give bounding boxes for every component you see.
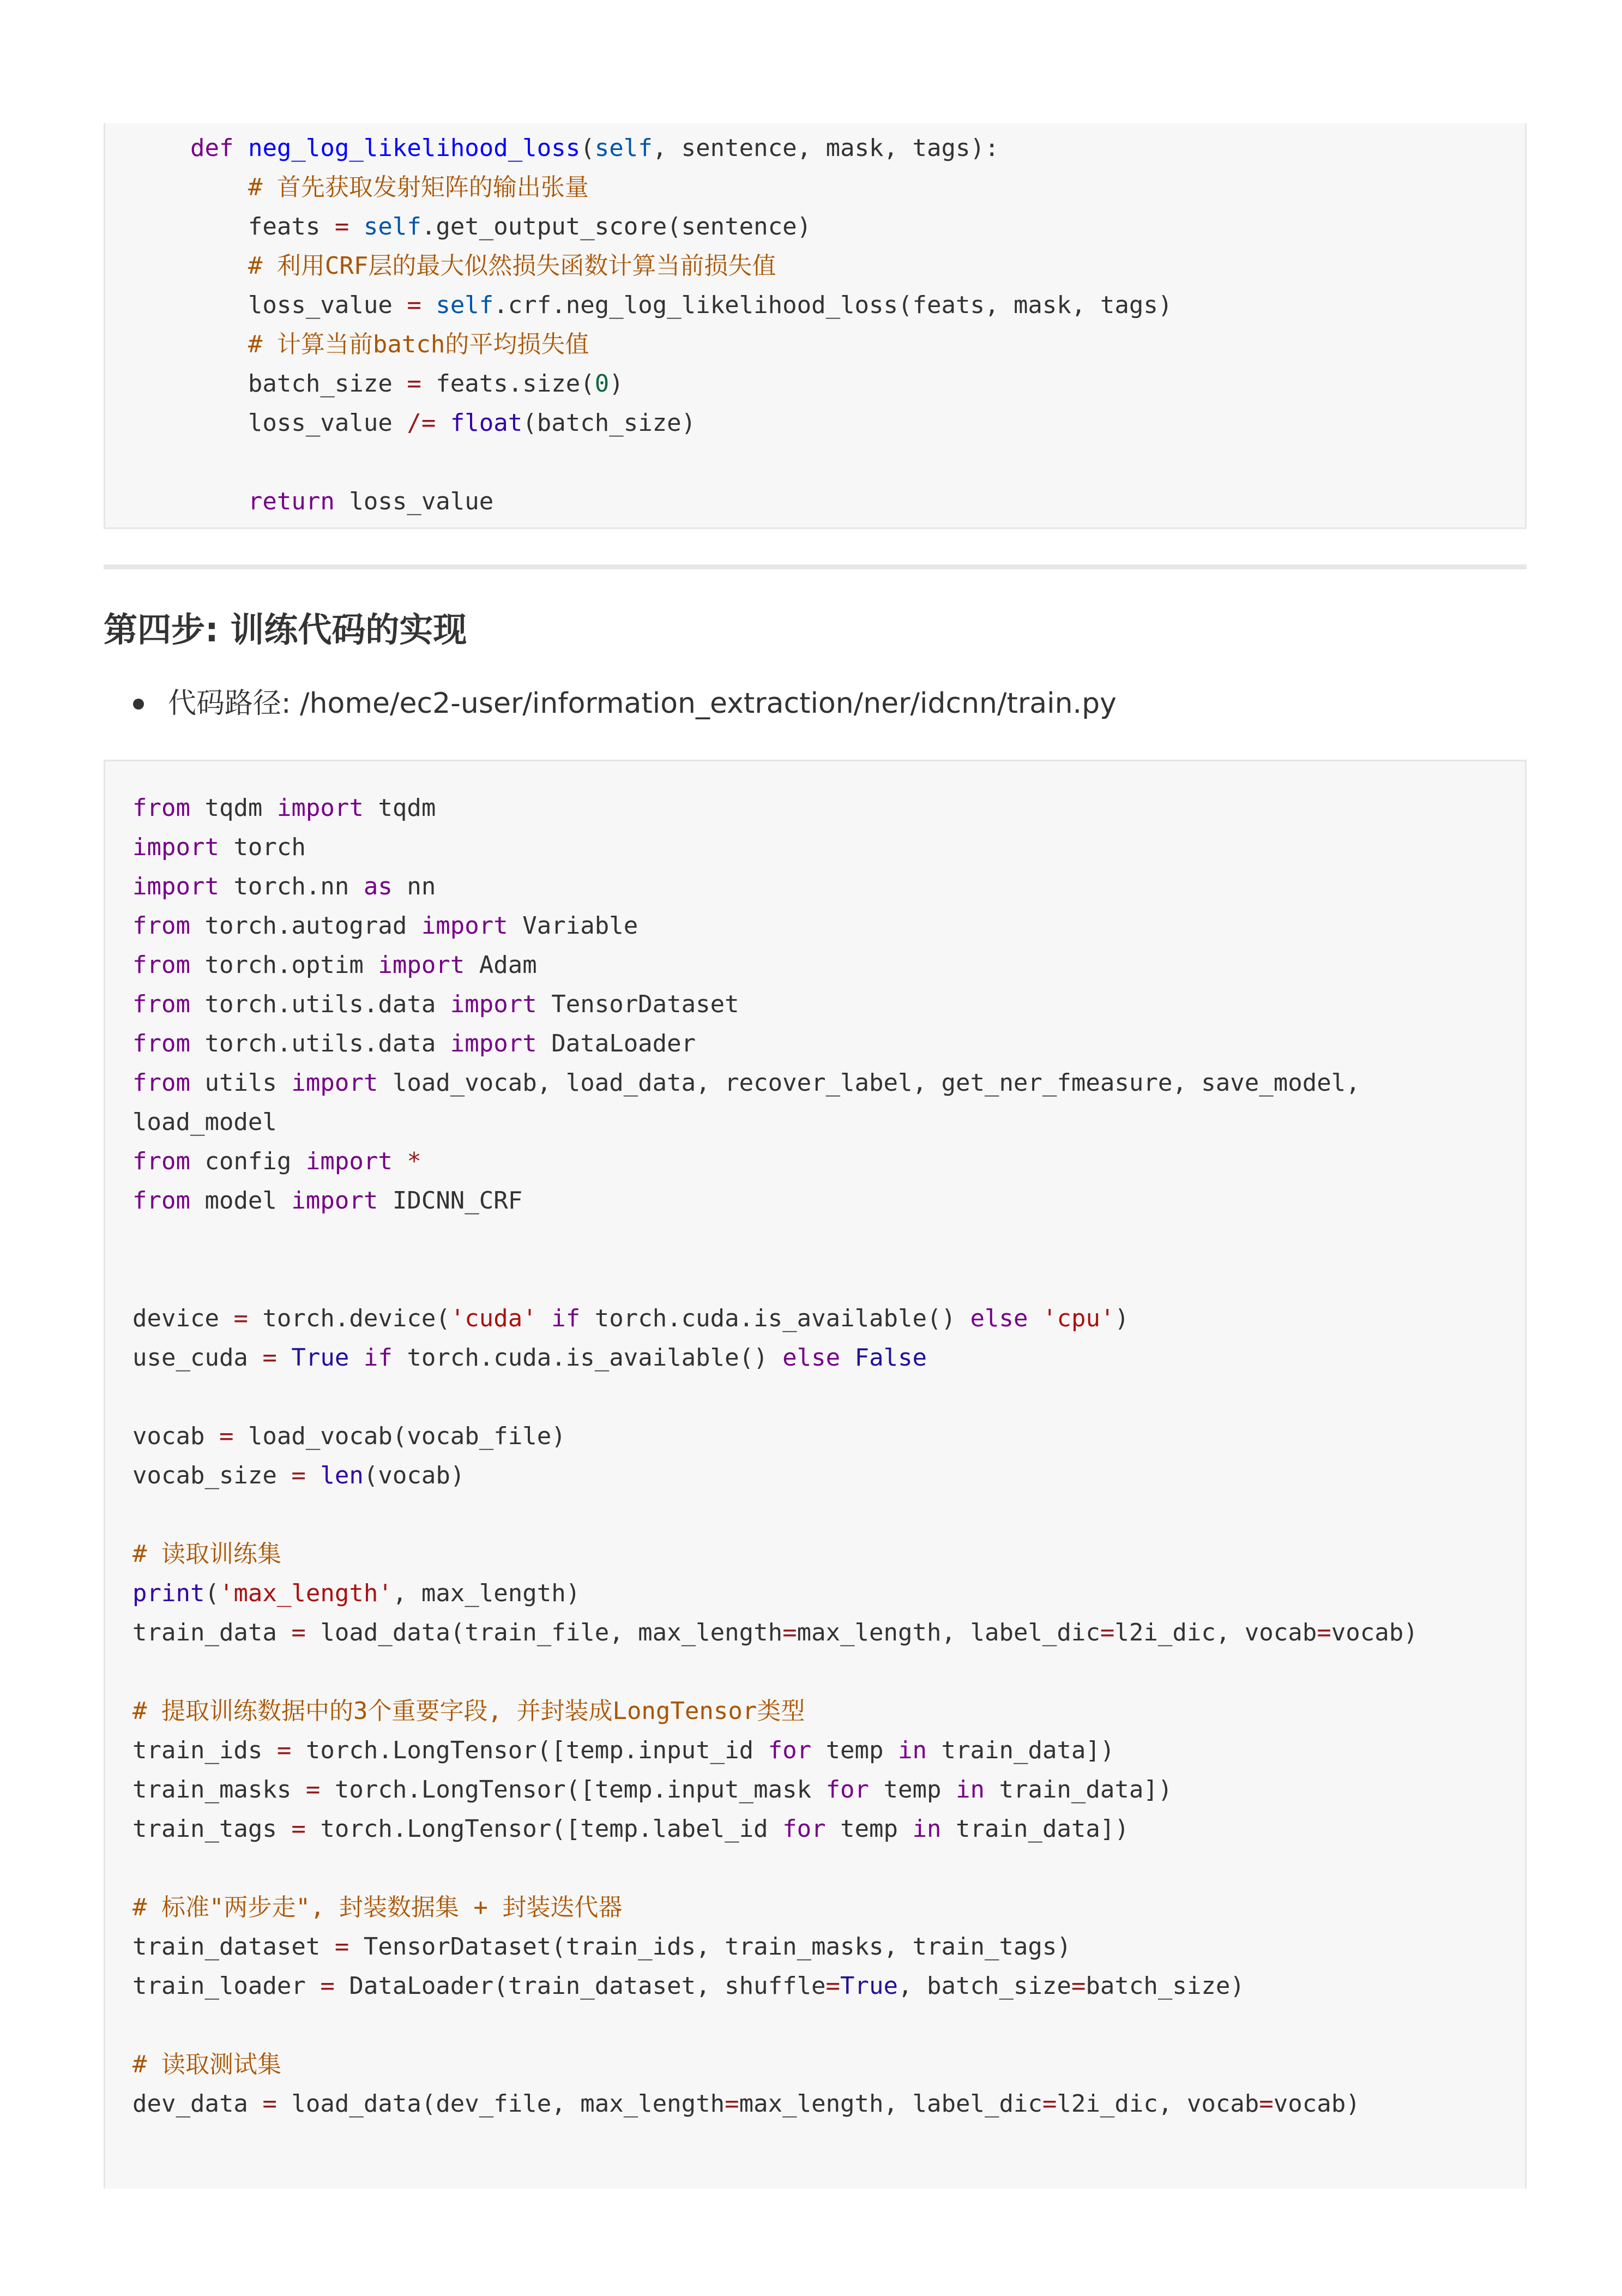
code-token: =: [1100, 1619, 1115, 1646]
code-token: in: [956, 1776, 985, 1804]
code-token: train_data]): [941, 1815, 1129, 1843]
code-token: self: [363, 213, 421, 241]
code-token: len: [320, 1462, 364, 1489]
code-line: [132, 207, 1525, 247]
code-token: [132, 488, 248, 515]
code-token: =: [407, 291, 421, 319]
code-token: (batch_size): [522, 409, 696, 437]
code-token: =: [291, 1619, 306, 1646]
code-token: l2i_dic, vocab: [1114, 1619, 1317, 1646]
code-line: [132, 1338, 1525, 1378]
code-token: =: [276, 1736, 292, 1764]
code-token: [393, 1147, 407, 1175]
code-token: train_dataset: [132, 1933, 335, 1961]
code-token: /=: [407, 409, 436, 437]
code-line: [132, 168, 1525, 207]
code-token: from: [132, 951, 190, 979]
code-token: =: [782, 1619, 797, 1646]
code-line: [132, 1849, 1525, 1888]
code-token: load_vocab(vocab_file): [233, 1422, 566, 1450]
code-token: import: [450, 1030, 537, 1057]
code-token: 'max_length': [219, 1579, 393, 1607]
code-token: vocab): [1331, 1619, 1418, 1646]
code-token: [132, 134, 190, 162]
code-line: [132, 1221, 1525, 1260]
code-line: [132, 2084, 1525, 2124]
code-token: torch.optim: [190, 951, 378, 979]
code-token: torch.LongTensor([temp.input_id: [291, 1736, 768, 1764]
code-token: =: [262, 2090, 277, 2118]
code-token: from: [132, 912, 190, 940]
code-token: import: [450, 990, 537, 1018]
code-line: [132, 2045, 1525, 2084]
code-token: =: [233, 1305, 248, 1332]
code-token: True: [840, 1972, 899, 2000]
code-line: [132, 443, 1525, 482]
code-token: train_data: [132, 1619, 292, 1646]
code-token: train_masks: [132, 1776, 306, 1804]
code-token: torch: [219, 833, 306, 861]
code-line: [132, 1024, 1525, 1063]
code-lines: [132, 789, 1525, 2124]
code-line: [132, 1770, 1525, 1810]
code-path-item: 代码路径: /home/ec2-user/information_extraction/ner/idcnn/train.py: [168, 687, 1117, 720]
code-token: in: [912, 1815, 942, 1843]
code-token: import: [378, 951, 465, 979]
code-token: =: [305, 1776, 321, 1804]
code-line: [132, 985, 1525, 1024]
code-token: *: [407, 1147, 421, 1175]
code-token: IDCNN_CRF: [378, 1187, 523, 1215]
code-token: .crf.neg_log_likelihood_loss(feats, mask, tags): [493, 291, 1173, 319]
code-line: [132, 1378, 1525, 1417]
code-token: 0: [594, 370, 610, 398]
code-line: [132, 1927, 1525, 1967]
code-token: =: [1317, 1619, 1331, 1646]
code-line: [132, 1181, 1525, 1221]
code-token: vocab: [132, 1422, 219, 1450]
code-line: [132, 828, 1525, 867]
code-line: [132, 2006, 1525, 2045]
code-line: [132, 364, 1525, 404]
code-token: for: [825, 1776, 870, 1804]
code-token: train_data]): [984, 1776, 1173, 1804]
code-token: torch.utils.data: [190, 1030, 450, 1057]
code-token: in: [898, 1736, 927, 1764]
section-heading: 第四步: 训练代码的实现: [104, 610, 467, 650]
code-token: utils: [190, 1069, 292, 1097]
code-token: torch.cuda.is_available(): [580, 1305, 970, 1332]
code-token: import: [132, 873, 219, 900]
code-token: ): [609, 370, 624, 398]
code-token: load_data(dev_file, max_length: [276, 2090, 725, 2118]
code-token: # 计算当前batch的平均损失值: [248, 330, 589, 358]
horizontal-divider: [104, 564, 1527, 569]
code-token: DataLoader: [536, 1030, 696, 1057]
code-token: import: [291, 1069, 378, 1097]
code-line: [132, 1299, 1525, 1338]
code-line: [132, 1652, 1525, 1692]
code-token: dev_data: [132, 2090, 263, 2118]
code-token: max_length, label_dic: [739, 2090, 1042, 2118]
code-token: =: [1071, 1972, 1086, 2000]
code-token: DataLoader(train_dataset, shuffle: [334, 1972, 826, 2000]
code-block-model-loss: [104, 123, 1527, 529]
code-token: train_tags: [132, 1815, 292, 1843]
code-token: neg_log_likelihood_loss: [248, 134, 581, 162]
code-token: if: [551, 1305, 581, 1332]
code-token: batch_size): [1086, 1972, 1245, 2000]
code-line: [132, 1103, 1525, 1142]
code-token: nn: [392, 873, 436, 900]
code-line: [132, 325, 1525, 364]
code-line: [132, 482, 1525, 521]
code-token: # 提取训练数据中的3个重要字段, 并封装成LongTensor类型: [132, 1697, 805, 1725]
code-line: [132, 286, 1525, 325]
code-token: config: [190, 1147, 306, 1175]
code-token: # 首先获取发射矩阵的输出张量: [248, 173, 589, 201]
code-token: torch.LongTensor([temp.input_mask: [320, 1776, 826, 1804]
code-token: from: [132, 1069, 190, 1097]
code-token: from: [132, 1147, 190, 1175]
code-token: [233, 134, 248, 162]
code-token: torch.LongTensor([temp.label_id: [305, 1815, 783, 1843]
code-token: train_data]): [927, 1736, 1115, 1764]
code-token: float: [450, 409, 523, 437]
code-token: temp: [811, 1736, 899, 1764]
code-token: =: [407, 370, 421, 398]
code-token: =: [320, 1972, 335, 2000]
code-token: for: [768, 1736, 812, 1764]
code-token: import: [421, 912, 508, 940]
code-token: for: [782, 1815, 826, 1843]
code-token: temp: [825, 1815, 913, 1843]
code-token: model: [190, 1187, 292, 1215]
code-token: max_length, label_dic: [797, 1619, 1100, 1646]
code-token: =: [1259, 2090, 1274, 2118]
code-token: if: [363, 1344, 393, 1372]
code-line: [132, 1967, 1525, 2006]
code-line: [132, 1692, 1525, 1731]
code-token: =: [262, 1344, 277, 1372]
code-token: TensorDataset: [536, 990, 739, 1018]
code-line: [132, 1888, 1525, 1927]
code-line: [132, 1810, 1525, 1849]
code-line: [132, 1495, 1525, 1535]
code-token: l2i_dic, vocab: [1057, 2090, 1259, 2118]
code-token: [349, 1344, 364, 1372]
code-token: use_cuda: [132, 1344, 263, 1372]
code-token: [277, 1344, 292, 1372]
code-token: from: [132, 1030, 190, 1057]
code-token: Variable: [508, 912, 638, 940]
code-token: # 利用CRF层的最大似然损失函数计算当前损失值: [248, 252, 776, 280]
code-token: TensorDataset(train_ids, train_masks, train_tags): [349, 1933, 1071, 1961]
code-token: else: [970, 1305, 1028, 1332]
code-token: [537, 1305, 552, 1332]
code-line: [132, 789, 1525, 828]
code-line: [132, 129, 1525, 168]
code-token: loss_value: [132, 409, 407, 437]
code-token: (: [204, 1579, 219, 1607]
code-token: =: [219, 1422, 234, 1450]
code-token: device: [132, 1305, 234, 1332]
code-token: [436, 409, 450, 437]
code-line: [132, 1574, 1525, 1613]
code-token: ): [1114, 1305, 1129, 1332]
code-token: print: [132, 1579, 205, 1607]
code-line: [132, 247, 1525, 286]
code-token: , max_length): [392, 1579, 581, 1607]
code-token: torch.nn: [219, 873, 364, 900]
code-token: load_data(train_file, max_length: [305, 1619, 783, 1646]
code-token: [306, 1462, 321, 1489]
code-token: True: [291, 1344, 349, 1372]
code-token: from: [132, 990, 190, 1018]
code-line: [132, 1731, 1525, 1770]
code-line: [132, 1142, 1525, 1181]
code-block-train: [104, 760, 1527, 2189]
code-token: , sentence, mask, tags):: [652, 134, 999, 162]
code-token: =: [334, 213, 349, 241]
code-token: =: [1042, 2090, 1057, 2118]
code-token: =: [291, 1462, 306, 1489]
code-lines: [132, 129, 1525, 521]
code-token: else: [782, 1344, 841, 1372]
code-token: def: [190, 134, 234, 162]
code-token: loss_value: [132, 291, 407, 319]
code-token: =: [725, 2090, 739, 2118]
code-token: [132, 252, 248, 280]
code-token: from: [132, 794, 190, 822]
code-token: =: [334, 1933, 349, 1961]
code-token: torch.device(: [248, 1305, 450, 1332]
code-line: [132, 867, 1525, 906]
code-token: batch_size: [132, 370, 407, 398]
code-token: # 读取测试集: [132, 2051, 281, 2078]
code-token: .get_output_score(sentence): [421, 213, 812, 241]
code-token: self: [594, 134, 653, 162]
code-token: 'cuda': [450, 1305, 537, 1332]
code-token: torch.utils.data: [190, 990, 450, 1018]
code-token: load_vocab, load_data, recover_label, get_ner_fmeasure, save_model,: [378, 1069, 1360, 1097]
code-token: 'cpu': [1042, 1305, 1115, 1332]
code-token: tqdm: [363, 794, 436, 822]
code-token: [421, 291, 436, 319]
code-token: , batch_size: [898, 1972, 1071, 2000]
code-token: import: [305, 1147, 393, 1175]
code-token: [840, 1344, 855, 1372]
code-line: [132, 1456, 1525, 1495]
code-token: vocab): [1273, 2090, 1360, 2118]
code-line: [132, 1417, 1525, 1456]
code-token: [1028, 1305, 1042, 1332]
code-token: return: [248, 488, 335, 515]
code-token: tqdm: [190, 794, 277, 822]
bullet-dot-icon: [133, 699, 144, 710]
code-token: as: [363, 873, 393, 900]
code-token: import: [291, 1187, 378, 1215]
code-token: load_model: [132, 1108, 277, 1136]
code-token: temp: [869, 1776, 956, 1804]
code-token: import: [276, 794, 364, 822]
code-token: [132, 173, 248, 201]
code-line: [132, 946, 1525, 985]
code-token: False: [854, 1344, 927, 1372]
code-token: [349, 213, 364, 241]
code-token: [132, 330, 248, 358]
code-token: train_loader: [132, 1972, 321, 2000]
code-line: [132, 1535, 1525, 1574]
code-token: # 读取训练集: [132, 1540, 281, 1568]
code-token: torch.cuda.is_available(): [392, 1344, 783, 1372]
code-token: feats.size(: [421, 370, 595, 398]
code-token: self: [436, 291, 494, 319]
code-token: from: [132, 1187, 190, 1215]
code-line: [132, 1613, 1525, 1652]
code-line: [132, 906, 1525, 946]
code-token: vocab_size: [132, 1462, 292, 1489]
code-token: train_ids: [132, 1736, 277, 1764]
code-line: [132, 404, 1525, 443]
code-token: =: [291, 1815, 306, 1843]
code-line: [132, 1063, 1525, 1103]
code-token: (vocab): [363, 1462, 465, 1489]
code-token: torch.autograd: [190, 912, 421, 940]
code-token: (: [580, 134, 595, 162]
code-line: [132, 1260, 1525, 1299]
code-token: # 标准"两步走", 封装数据集 + 封装迭代器: [132, 1894, 623, 1921]
code-token: import: [132, 833, 219, 861]
code-token: Adam: [465, 951, 537, 979]
code-token: =: [825, 1972, 841, 2000]
code-token: loss_value: [334, 488, 494, 515]
code-token: feats: [132, 213, 335, 241]
